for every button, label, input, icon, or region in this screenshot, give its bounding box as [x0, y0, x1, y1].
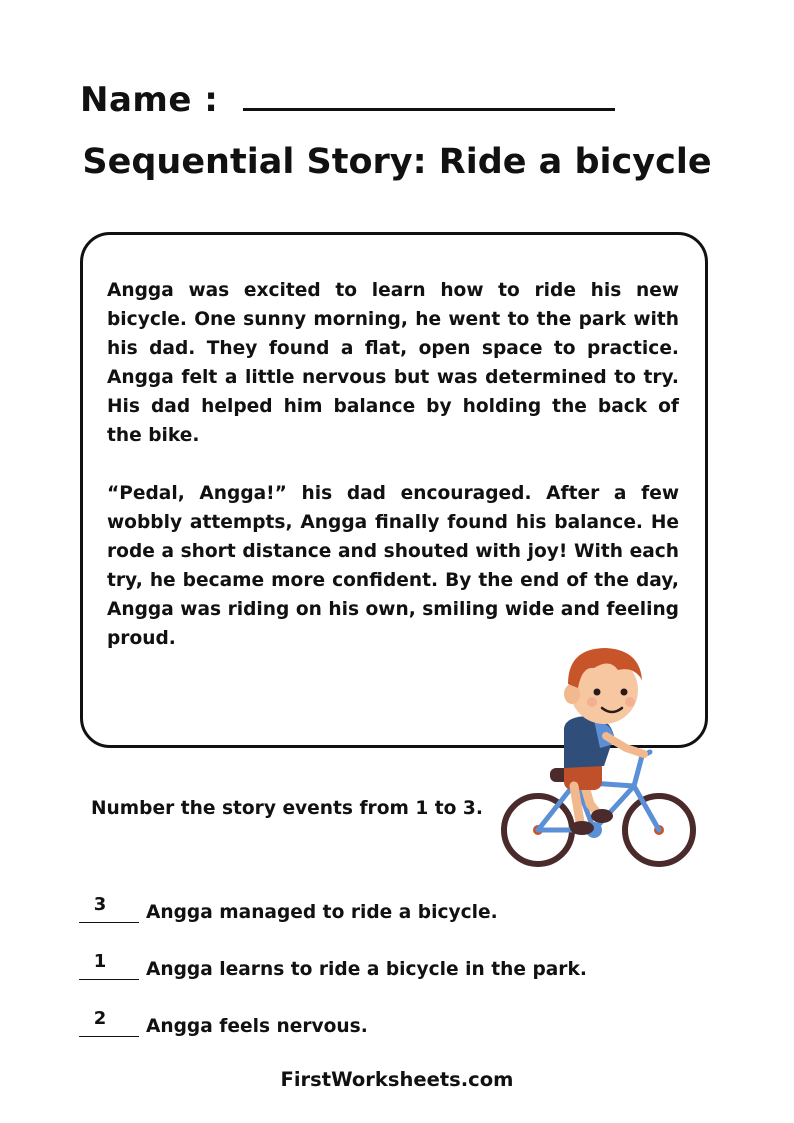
- page-title: Sequential Story: Ride a bicycle: [82, 142, 712, 182]
- instruction-text: Number the story events from 1 to 3.: [91, 798, 483, 819]
- answer-blank[interactable]: [79, 979, 139, 980]
- name-field-row: [80, 78, 615, 120]
- answer-number: 2: [93, 1008, 107, 1029]
- answer-number: 3: [93, 894, 107, 915]
- event-text: Angga managed to ride a bicycle.: [146, 902, 498, 923]
- story-paragraph-1: Angga was excited to learn how to ride his new bicycle. One sunny morning, he went to the park with his dad. They found a flat, open space to practice. Angga felt a little nervous but was determined to try. His dad helped him balance by holding the back of the bike.: [107, 280, 679, 446]
- name-label: Name :: [80, 80, 219, 120]
- event-text: Angga feels nervous.: [146, 1016, 368, 1037]
- answer-blank[interactable]: [79, 1036, 139, 1037]
- boy-riding-bicycle-illustration: [494, 636, 704, 874]
- event-text: Angga learns to ride a bicycle in the park.: [146, 959, 587, 980]
- name-input-line[interactable]: [243, 78, 615, 111]
- story-text: [107, 276, 679, 682]
- footer-site-name: FirstWorksheets.com: [280, 1068, 514, 1091]
- story-paragraph-2: “Pedal, Angga!” his dad encouraged. After a few wobbly attempts, Angga finally found his balance. He rode a short distance and shouted with joy! With each try, he became more confident. By the end of the day, Angga was riding on his own, smiling wide and feeling proud.: [107, 483, 679, 649]
- answer-number: 1: [93, 951, 107, 972]
- answer-blank[interactable]: [79, 922, 139, 923]
